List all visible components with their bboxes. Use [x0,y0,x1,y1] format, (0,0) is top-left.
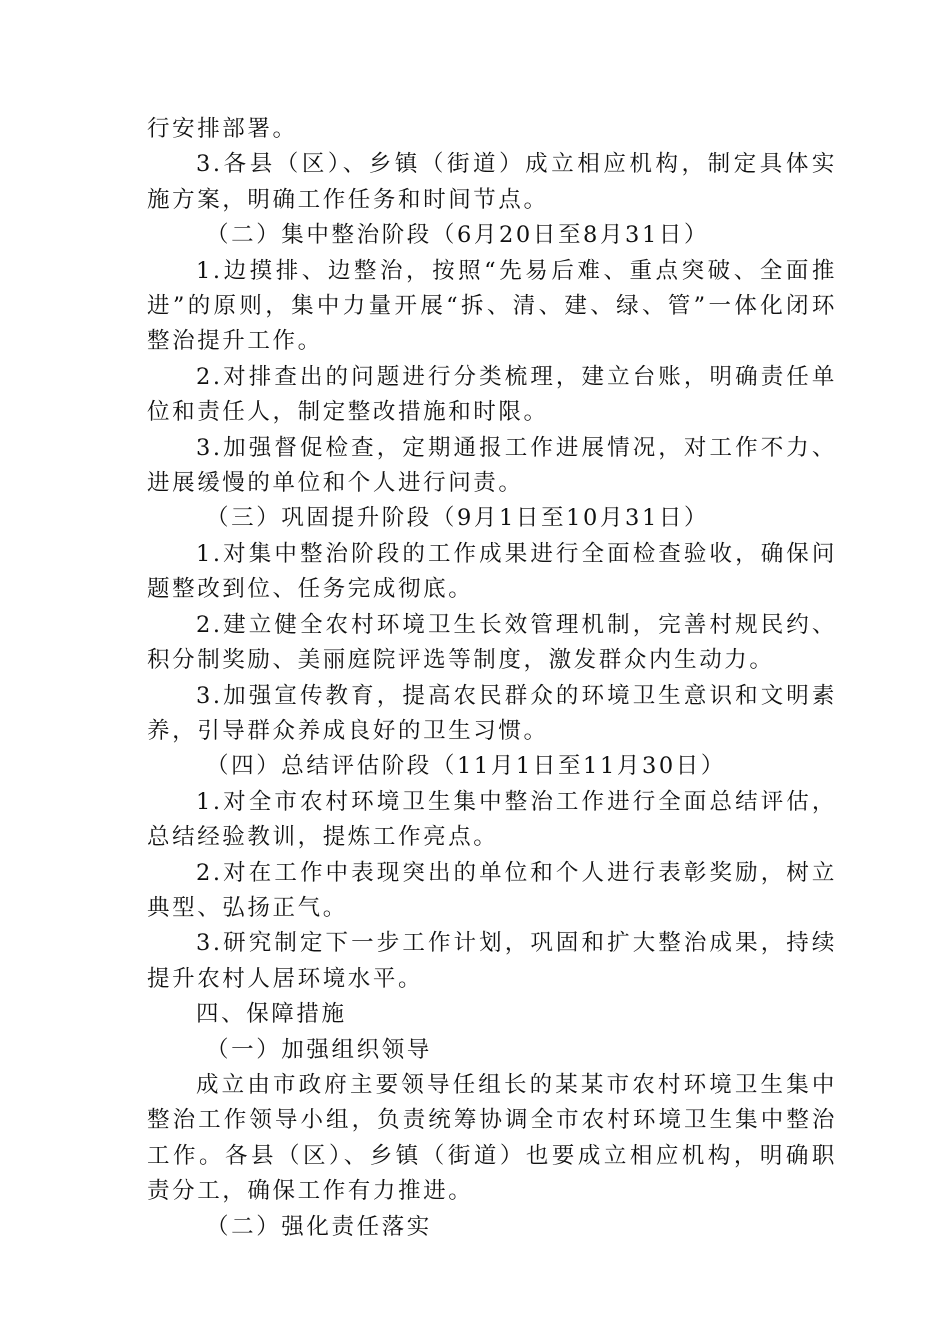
section-heading-phase-4: （四）总结评估阶段（11月1日至11月30日） [206,753,727,780]
list-item-phase4-1: 1.对全市农村环境卫生集中整治工作进行全面总结评估，总结经验教训，提炼工作亮点。 [147,788,837,851]
list-item-phase2-3: 3.加强督促检查，定期通报工作进展情况，对工作不力、进展缓慢的单位和个人进行问责。 [147,434,837,497]
list-item-phase3-3: 3.加强宣传教育，提高农民群众的环境卫生意识和文明素养，引导群众养成良好的卫生习惯。 [147,682,837,744]
list-item-phase4-3: 3.研究制定下一步工作计划，巩固和扩大整治成果，持续提升农村人居环境水平。 [147,930,837,992]
paragraph-continuation: 行安排部署。 [147,116,298,142]
list-item-phase3-1: 1.对集中整治阶段的工作成果进行全面检查验收，确保问题整改到位、任务完成彻底。 [147,540,837,603]
paragraph-organization: 成立由市政府主要领导任组长的某某市农村环境卫生集中整治工作领导小组，负责统筹协调全市农村环境卫生集中整治工作。各县（区）、乡镇（街道）也要成立相应机构，明确职责分工，确保工作有力推进。 [147,1071,837,1205]
list-item-phase2-2: 2.对排查出的问题进行分类梳理，建立台账，明确责任单位和责任人，制定整改措施和时限。 [147,363,837,426]
list-item-phase4-2: 2.对在工作中表现突出的单位和个人进行表彰奖励，树立典型、弘扬正气。 [147,859,837,921]
list-item-phase2-1: 1.边摸排、边整治，按照“先易后难、重点突破、全面推进”的原则，集中力量开展“拆、清、建、绿、管”一体化闭环整治提升工作。 [147,257,837,355]
section-heading-phase-3: （三）巩固提升阶段（9月1日至10月31日） [206,505,710,532]
section-heading-organization: （一）加强组织领导 [206,1036,432,1063]
section-heading-phase-2: （二）集中整治阶段（6月20日至8月31日） [206,222,710,249]
list-item-phase3-2: 2.建立健全农村环境卫生长效管理机制，完善村规民约、积分制奖励、美丽庭院评选等制度，激发群众内生动力。 [147,611,837,674]
list-item-prep-3: 3.各县（区）、乡镇（街道）成立相应机构，制定具体实施方案，明确工作任务和时间节点。 [147,151,837,213]
section-heading-responsibility: （二）强化责任落实 [206,1213,432,1240]
chapter-heading-safeguards: 四、保障措施 [196,1001,347,1028]
document-body [147,112,837,1245]
